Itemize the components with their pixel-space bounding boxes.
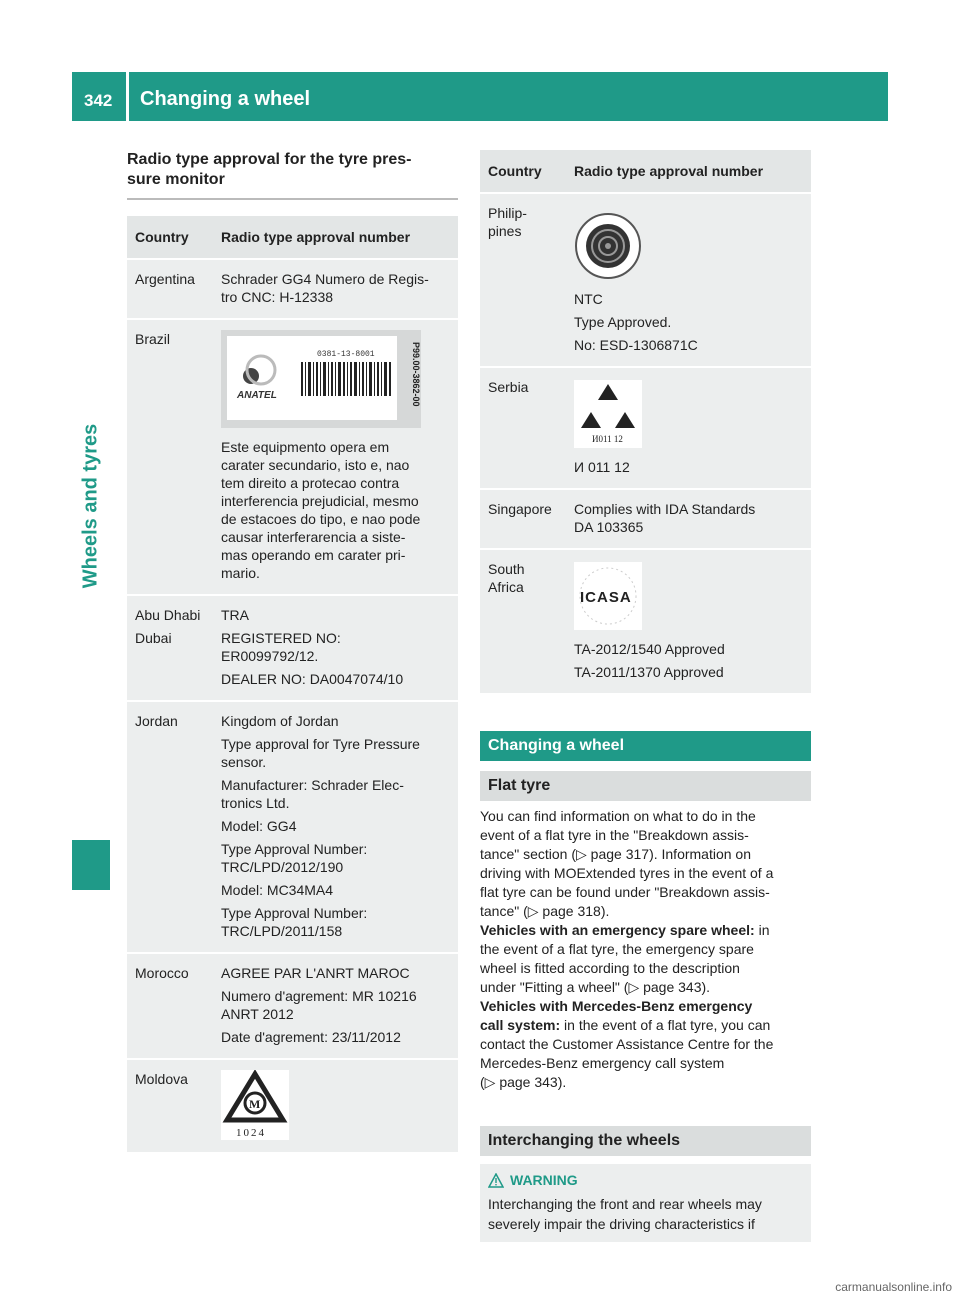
approval-table-right xyxy=(480,150,811,693)
country-cell: Morocco xyxy=(127,952,213,1058)
svg-text:M: M xyxy=(249,1097,261,1111)
country-cell: Argentina xyxy=(127,258,213,318)
country-cell: Singapore xyxy=(480,488,566,548)
svg-text:P99.00-3862-00: P99.00-3862-00 xyxy=(411,342,421,407)
approval-cell: ANATEL 0381-13-8001 P99.00-3862-00 Este equipmento opera em carater secundario, isto e, nao tem direito a protecao contra interferencia prejudicial, mesmo de estacoes do tipo, e nao pode causar interferarencia a siste- mas operando em carater pri- mario. xyxy=(213,318,458,594)
ntc-seal-icon xyxy=(574,212,642,280)
table-header-row xyxy=(127,216,458,258)
spare-wheel-paragraph: Vehicles with an emergency spare wheel: in the event of a flat tyre, the emergency spare wheel is fitted according to the description under "Fitting a wheel" (▷ page 343). xyxy=(480,922,770,995)
col-country-header: Country xyxy=(480,150,566,192)
country-cell: Jordan xyxy=(127,700,213,952)
anatel-logo-icon xyxy=(221,330,421,428)
approval-cell: Kingdom of Jordan Type approval for Tyre Pressure sensor. Manufacturer: Schrader Elec- tronics Ltd. Model: GG4 Type Approval Number: TRC/LPD/2012/190 Model: MC34MA4 Type Approval Number: TRC/LPD/2011/158 xyxy=(213,700,458,952)
serbia-conformity-logo-icon xyxy=(574,380,642,448)
header-title: Changing a wheel xyxy=(140,88,311,110)
right-column xyxy=(480,150,811,1242)
svg-text:1024: 1024 xyxy=(236,1127,266,1139)
table-row xyxy=(127,952,458,1058)
approval-cell: Schrader GG4 Numero de Regis- tro CNC: H-12338 xyxy=(213,258,458,318)
page-number: 342 xyxy=(84,91,113,110)
footer-watermark: carmanualsonline.info xyxy=(835,1280,952,1294)
approval-cell: ICASA TA-2012/1540 Approved TA-2011/1370 Approved xyxy=(566,548,811,693)
side-tab-marker xyxy=(72,840,110,890)
table-row xyxy=(480,366,811,488)
section-heading-radio-approval: Radio type approval for the tyre pres- sure monitor xyxy=(127,150,458,200)
subsection-interchanging-wheels: Interchanging the wheels xyxy=(480,1126,811,1156)
anatel-label-image xyxy=(221,330,421,428)
country-cell: South Africa xyxy=(480,548,566,693)
approval-cell: NTC Type Approved. No: ESD-1306871C xyxy=(566,192,811,366)
moldova-conformity-logo-icon xyxy=(221,1070,289,1140)
table-row xyxy=(480,488,811,548)
table-row xyxy=(127,1058,458,1152)
svg-text:ICASA: ICASA xyxy=(580,589,632,606)
table-header-row xyxy=(480,150,811,192)
header-separator xyxy=(126,72,129,121)
approval-cell: И011 12 И 011 12 xyxy=(566,366,811,488)
table-row xyxy=(127,594,458,700)
table-row xyxy=(127,700,458,952)
warning-box xyxy=(480,1164,811,1242)
country-cell: Brazil xyxy=(127,318,213,594)
svg-text:0381-13-8001: 0381-13-8001 xyxy=(317,350,375,359)
country-cell: Serbia xyxy=(480,366,566,488)
page-header xyxy=(72,72,888,121)
subsection-flat-tyre: Flat tyre xyxy=(480,771,811,801)
emergency-call-paragraph: Vehicles with Mercedes-Benz emergency call system: in the event of a flat tyre, you can contact the Customer Assistance Centre for the Mercedes-Benz emergency call system (▷ page 343). xyxy=(480,998,774,1090)
icasa-logo-icon xyxy=(574,562,642,630)
flat-tyre-paragraph: You can find information on what to do in the event of a flat tyre in the "Breakdown assis- tance" section (▷ page 317). Information on driving with MOExtended tyres in the event of a flat tyre can be found under "Breakdown assis- tance" (▷ page 318). xyxy=(480,808,774,919)
warning-title: WARNING xyxy=(510,1172,578,1188)
side-tab xyxy=(72,121,110,891)
left-column xyxy=(127,150,458,1152)
col-number-header: Radio type approval number xyxy=(213,216,458,258)
approval-cell: TRA REGISTERED NO: ER0099792/12. DEALER NO: DA0047074/10 xyxy=(213,594,458,700)
side-tab-label: Wheels and tyres xyxy=(79,423,102,589)
country-cell: Philip- pines xyxy=(480,192,566,366)
country-cell: Moldova xyxy=(127,1058,213,1152)
country-cell: Abu Dhabi Dubai xyxy=(127,594,213,700)
table-row xyxy=(127,258,458,318)
col-country-header: Country xyxy=(127,216,213,258)
table-row xyxy=(127,318,458,594)
approval-cell xyxy=(213,1058,458,1152)
approval-cell: AGREE PAR L'ANRT MAROC Numero d'agrement: MR 10216 ANRT 2012 Date d'agrement: 23/11/2012 xyxy=(213,952,458,1058)
approval-table-left xyxy=(127,216,458,1152)
warning-text: Interchanging the front and rear wheels may severely impair the driving characteristics if xyxy=(488,1196,762,1232)
section-title-changing-wheel: Changing a wheel xyxy=(480,731,811,761)
col-number-header: Radio type approval number xyxy=(566,150,811,192)
svg-text:ANATEL: ANATEL xyxy=(237,390,277,401)
table-row xyxy=(480,548,811,693)
approval-cell: Complies with IDA Standards DA 103365 xyxy=(566,488,811,548)
svg-text:И011 12: И011 12 xyxy=(592,434,623,444)
table-row xyxy=(480,192,811,366)
warning-triangle-icon xyxy=(488,1173,504,1188)
